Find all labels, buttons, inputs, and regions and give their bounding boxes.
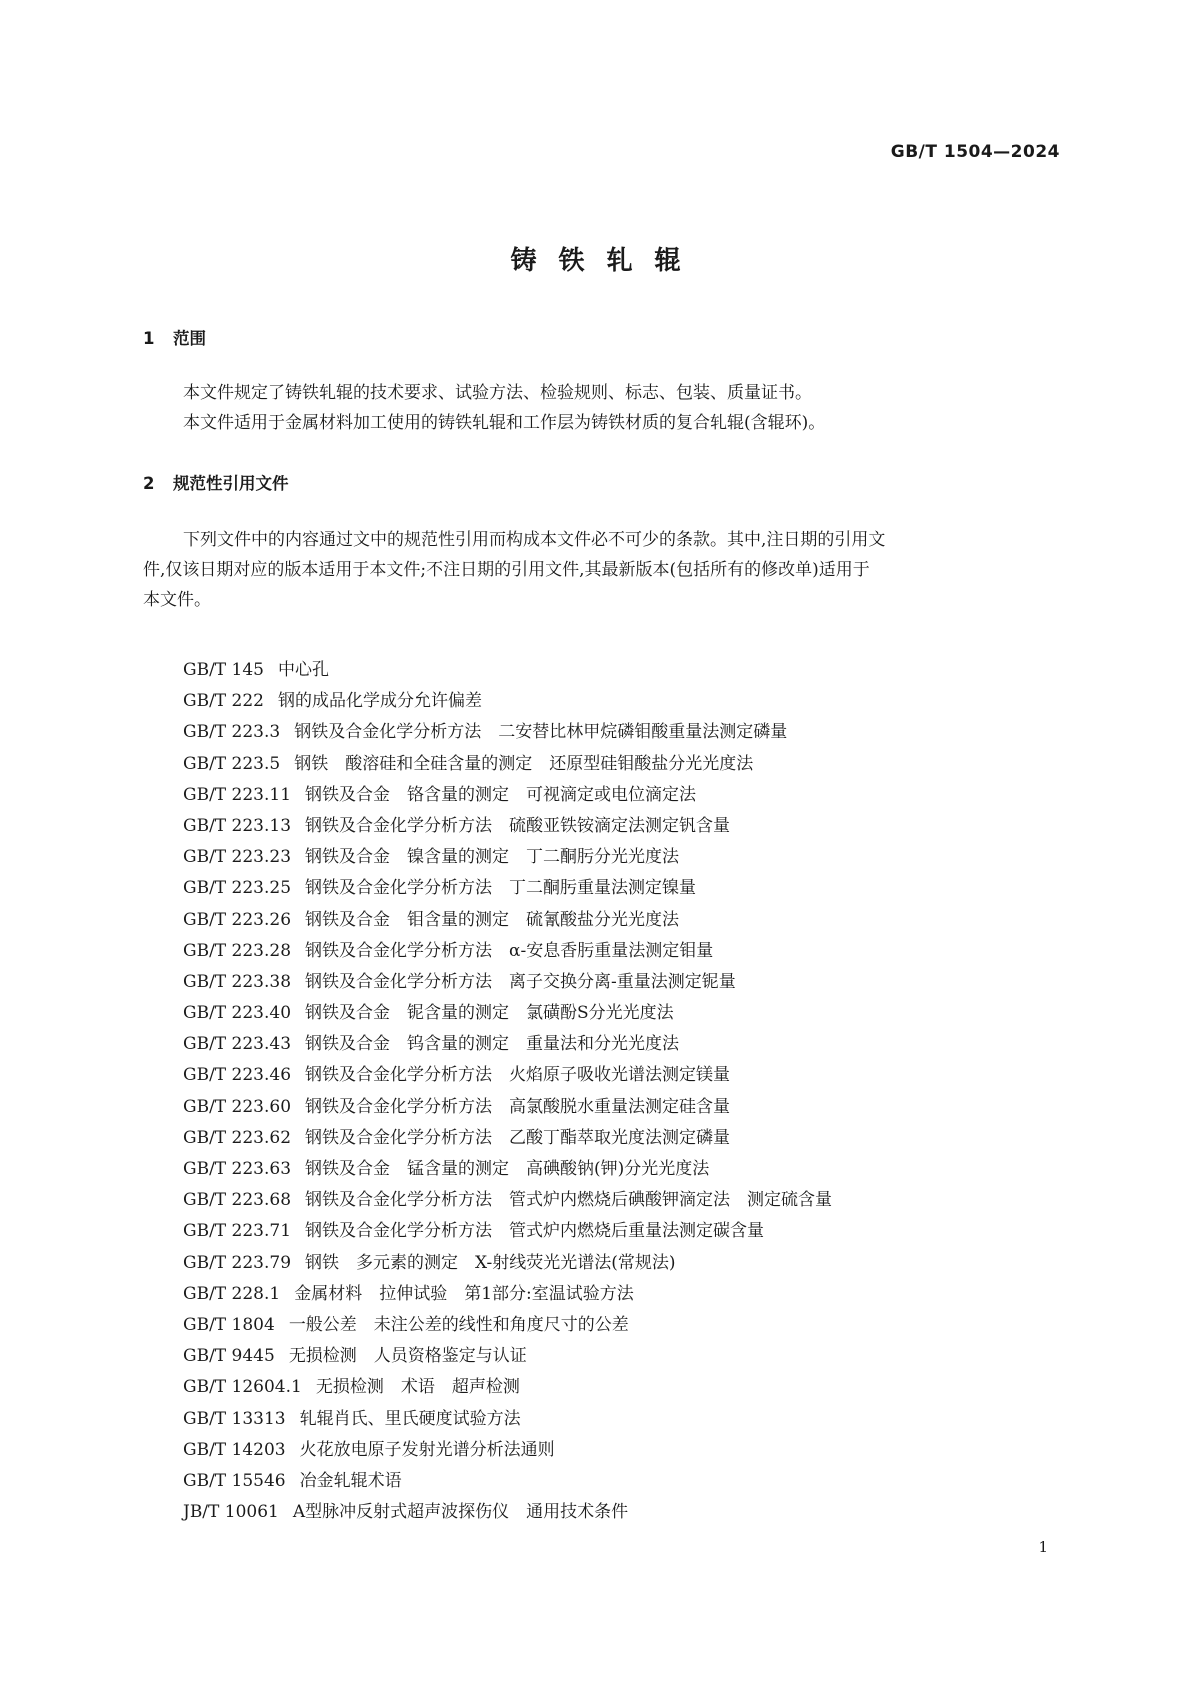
reference-code: GB/T 14203 xyxy=(183,1439,286,1460)
reference-title: 钢铁及合金化学分析方法 α-安息香肟重量法测定钼量 xyxy=(305,940,714,961)
reference-item xyxy=(183,998,1053,1029)
reference-title: 金属材料 拉伸试验 第1部分:室温试验方法 xyxy=(294,1283,634,1304)
reference-title: 钢铁及合金化学分析方法 管式炉内燃烧后重量法测定碳含量 xyxy=(305,1221,765,1242)
reference-code: GB/T 223.46 xyxy=(183,1065,292,1086)
document-title: 铸铁轧辊 xyxy=(510,246,703,276)
reference-item xyxy=(183,811,1053,842)
reference-item xyxy=(183,936,1053,967)
reference-code: GB/T 223.63 xyxy=(183,1159,292,1179)
reference-title: 钢铁及合金 镍含量的测定 丁二酮肟分光光度法 xyxy=(305,847,680,868)
reference-title: 钢铁及合金化学分析方法 二安替比林甲烷磷钼酸重量法测定磷量 xyxy=(294,722,788,743)
reference-code: GB/T 223.38 xyxy=(183,971,292,992)
reference-item xyxy=(183,1216,1053,1247)
reference-title: 一般公差 未注公差的线性和角度尺寸的公差 xyxy=(288,1314,629,1335)
reference-title: 无损检测 人员资格鉴定与认证 xyxy=(288,1346,527,1367)
reference-code: GB/T 223.60 xyxy=(183,1096,292,1117)
reference-code: GB/T 15546 xyxy=(183,1470,286,1491)
standard-number: GB/T 1504—2024 xyxy=(890,142,1060,162)
reference-item xyxy=(183,1404,1053,1435)
reference-item xyxy=(183,1279,1053,1310)
reference-item xyxy=(183,655,1053,686)
reference-item xyxy=(183,1310,1053,1341)
reference-title: 钢铁及合金 钼含量的测定 硫氰酸盐分光光度法 xyxy=(305,909,680,930)
section-number: 2 xyxy=(143,474,155,493)
section-title: 规范性引用文件 xyxy=(173,474,289,493)
reference-code: GB/T 223.79 xyxy=(183,1252,292,1273)
reference-item xyxy=(183,1029,1053,1060)
reference-item xyxy=(183,717,1053,748)
reference-item xyxy=(183,1435,1053,1466)
reference-item xyxy=(183,1092,1053,1123)
reference-title: 钢铁及合金 铌含量的测定 氯磺酚S分光光度法 xyxy=(305,1003,674,1024)
page-number: 1 xyxy=(1038,1538,1048,1556)
reference-item xyxy=(183,842,1053,873)
reference-code: GB/T 223.13 xyxy=(183,815,292,836)
reference-item xyxy=(183,1497,1053,1528)
reference-item xyxy=(183,905,1053,936)
reference-code: GB/T 145 xyxy=(183,660,264,680)
reference-title: 钢铁及合金 钨含量的测定 重量法和分光光度法 xyxy=(305,1034,680,1055)
reference-item xyxy=(183,1341,1053,1372)
reference-item xyxy=(183,1248,1053,1279)
reference-code: GB/T 223.3 xyxy=(183,722,281,743)
reference-item xyxy=(183,1060,1053,1091)
paragraph-line: 下列文件中的内容通过文中的规范性引用而构成本文件必不可少的条款。其中,注日期的引用文 xyxy=(183,530,886,550)
reference-title: 无损检测 术语 超声检测 xyxy=(315,1377,520,1398)
reference-list xyxy=(183,655,1053,1528)
reference-code: JB/T 10061 xyxy=(183,1502,279,1523)
reference-code: GB/T 223.40 xyxy=(183,1003,292,1024)
reference-item xyxy=(183,1466,1053,1497)
reference-title: A型脉冲反射式超声波探伤仪 通用技术条件 xyxy=(292,1502,629,1523)
reference-item xyxy=(183,1185,1053,1216)
reference-title: 钢铁 多元素的测定 X-射线荧光光谱法(常规法) xyxy=(305,1252,676,1273)
reference-item xyxy=(183,686,1053,717)
reference-title: 钢铁及合金化学分析方法 管式炉内燃烧后碘酸钾滴定法 测定硫含量 xyxy=(305,1190,833,1211)
reference-item xyxy=(183,1154,1053,1185)
scope-paragraphs xyxy=(143,378,1049,438)
reference-code: GB/T 223.62 xyxy=(183,1127,292,1148)
section-1-heading xyxy=(143,325,206,349)
reference-title: 钢的成品化学成分允许偏差 xyxy=(278,691,482,712)
reference-code: GB/T 223.25 xyxy=(183,878,292,899)
paragraph: 本文件规定了铸铁轧辊的技术要求、试验方法、检验规则、标志、包装、质量证书。 xyxy=(183,383,812,403)
section-title: 范围 xyxy=(173,329,206,348)
reference-code: GB/T 223.43 xyxy=(183,1034,292,1055)
reference-code: GB/T 223.5 xyxy=(183,753,281,774)
reference-code: GB/T 223.11 xyxy=(183,784,292,805)
reference-item xyxy=(183,1123,1053,1154)
reference-item xyxy=(183,1372,1053,1403)
reference-title: 冶金轧辊术语 xyxy=(299,1470,402,1491)
reference-item xyxy=(183,967,1053,998)
reference-item xyxy=(183,873,1053,904)
reference-code: GB/T 223.68 xyxy=(183,1190,292,1211)
reference-code: GB/T 223.23 xyxy=(183,847,292,868)
reference-title: 钢铁及合金化学分析方法 硫酸亚铁铵滴定法测定钒含量 xyxy=(305,815,731,836)
reference-item xyxy=(183,780,1053,811)
reference-item xyxy=(183,749,1053,780)
reference-code: GB/T 223.26 xyxy=(183,909,292,930)
reference-title: 中心孔 xyxy=(278,660,329,680)
reference-title: 钢铁及合金化学分析方法 高氯酸脱水重量法测定硅含量 xyxy=(305,1096,731,1117)
reference-title: 钢铁及合金化学分析方法 离子交换分离-重量法测定铌量 xyxy=(305,971,736,992)
reference-code: GB/T 12604.1 xyxy=(183,1377,302,1398)
reference-title: 钢铁及合金化学分析方法 乙酸丁酯萃取光度法测定磷量 xyxy=(305,1127,731,1148)
reference-code: GB/T 223.28 xyxy=(183,940,292,961)
references-intro xyxy=(143,525,1049,615)
reference-code: GB/T 9445 xyxy=(183,1346,275,1367)
reference-code: GB/T 223.71 xyxy=(183,1221,292,1242)
paragraph: 本文件适用于金属材料加工使用的铸铁轧辊和工作层为铸铁材质的复合轧辊(含辊环)。 xyxy=(183,413,826,433)
reference-title: 火花放电原子发射光谱分析法通则 xyxy=(299,1439,555,1460)
reference-title: 钢铁及合金化学分析方法 火焰原子吸收光谱法测定镁量 xyxy=(305,1065,731,1086)
reference-title: 钢铁及合金 铬含量的测定 可视滴定或电位滴定法 xyxy=(305,784,697,805)
reference-title: 轧辊肖氏、里氏硬度试验方法 xyxy=(299,1408,521,1429)
reference-code: GB/T 1804 xyxy=(183,1314,275,1335)
reference-title: 钢铁 酸溶硅和全硅含量的测定 还原型硅钼酸盐分光光度法 xyxy=(294,753,754,774)
section-2-heading xyxy=(143,470,289,494)
reference-title: 钢铁及合金 锰含量的测定 高碘酸钠(钾)分光光度法 xyxy=(305,1159,710,1179)
reference-code: GB/T 222 xyxy=(183,691,264,712)
paragraph-line: 件,仅该日期对应的版本适用于本文件;不注日期的引用文件,其最新版本(包括所有的修改单)适用于 xyxy=(143,560,870,580)
reference-code: GB/T 13313 xyxy=(183,1408,286,1429)
reference-code: GB/T 228.1 xyxy=(183,1283,281,1304)
section-number: 1 xyxy=(143,329,155,348)
reference-title: 钢铁及合金化学分析方法 丁二酮肟重量法测定镍量 xyxy=(305,878,697,899)
paragraph-line: 本文件。 xyxy=(143,590,211,610)
